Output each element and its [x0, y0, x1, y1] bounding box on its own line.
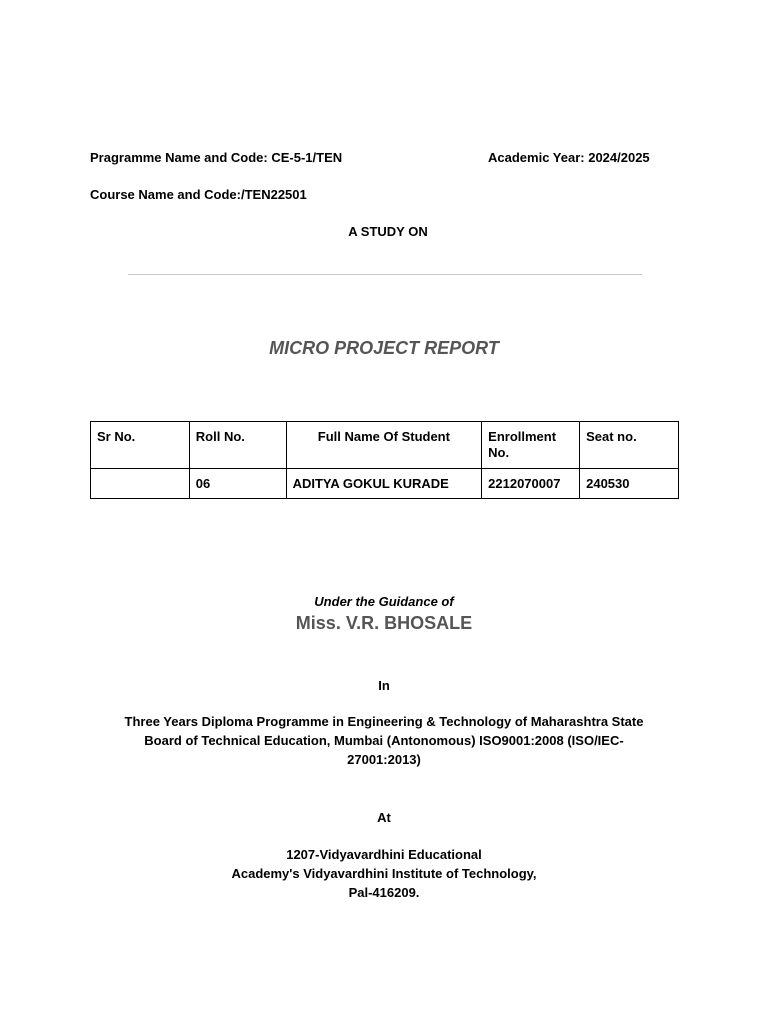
programme-description-line3: 27001:2013): [347, 752, 421, 767]
study-on-label: A STUDY ON: [348, 224, 428, 239]
programme-description-line2: Board of Technical Education, Mumbai (Antonomous) ISO9001:2008 (ISO/IEC-: [144, 733, 624, 748]
header-roll-no: Roll No.: [189, 422, 286, 469]
institute-line1: 1207-Vidyavardhini Educational: [286, 847, 482, 862]
course-name-code: Course Name and Code:/TEN22501: [90, 187, 307, 202]
academic-year: Academic Year: 2024/2025: [488, 150, 650, 165]
header-enrollment-no: [482, 422, 580, 469]
at-label: At: [377, 810, 391, 825]
cell-sr-no: [91, 469, 190, 499]
cell-seat-no: 240530: [580, 469, 679, 499]
guidance-label: Under the Guidance of: [314, 594, 454, 609]
programme-description: [0, 712, 768, 769]
programme-name-code: Pragramme Name and Code: CE-5-1/TEN: [90, 150, 343, 165]
header-enrollment-line2: No.: [488, 445, 510, 460]
student-details-table: [90, 421, 679, 499]
cell-full-name: ADITYA GOKUL KURADE: [286, 469, 482, 499]
header-full-name: Full Name Of Student: [286, 422, 482, 469]
title-blank-line: [128, 274, 642, 275]
programme-description-line1: Three Years Diploma Programme in Engineering & Technology of Maharashtra State: [124, 714, 644, 729]
institute-address: [0, 845, 768, 902]
cell-enrollment-no: 2212070007: [482, 469, 580, 499]
table-row: [91, 469, 679, 499]
header-seat-no: Seat no.: [580, 422, 679, 469]
table-header-row: [91, 422, 679, 469]
institute-line2: Academy's Vidyavardhini Institute of Technology,: [231, 866, 537, 881]
guide-name: Miss. V.R. BHOSALE: [295, 613, 473, 633]
header-enrollment-line1: Enrollment: [488, 429, 557, 444]
institute-line3: Pal-416209.: [348, 885, 420, 900]
header-sr-no: Sr No.: [91, 422, 190, 469]
cell-roll-no: 06: [189, 469, 286, 499]
report-title: MICRO PROJECT REPORT: [269, 338, 499, 358]
in-label: In: [378, 678, 390, 693]
